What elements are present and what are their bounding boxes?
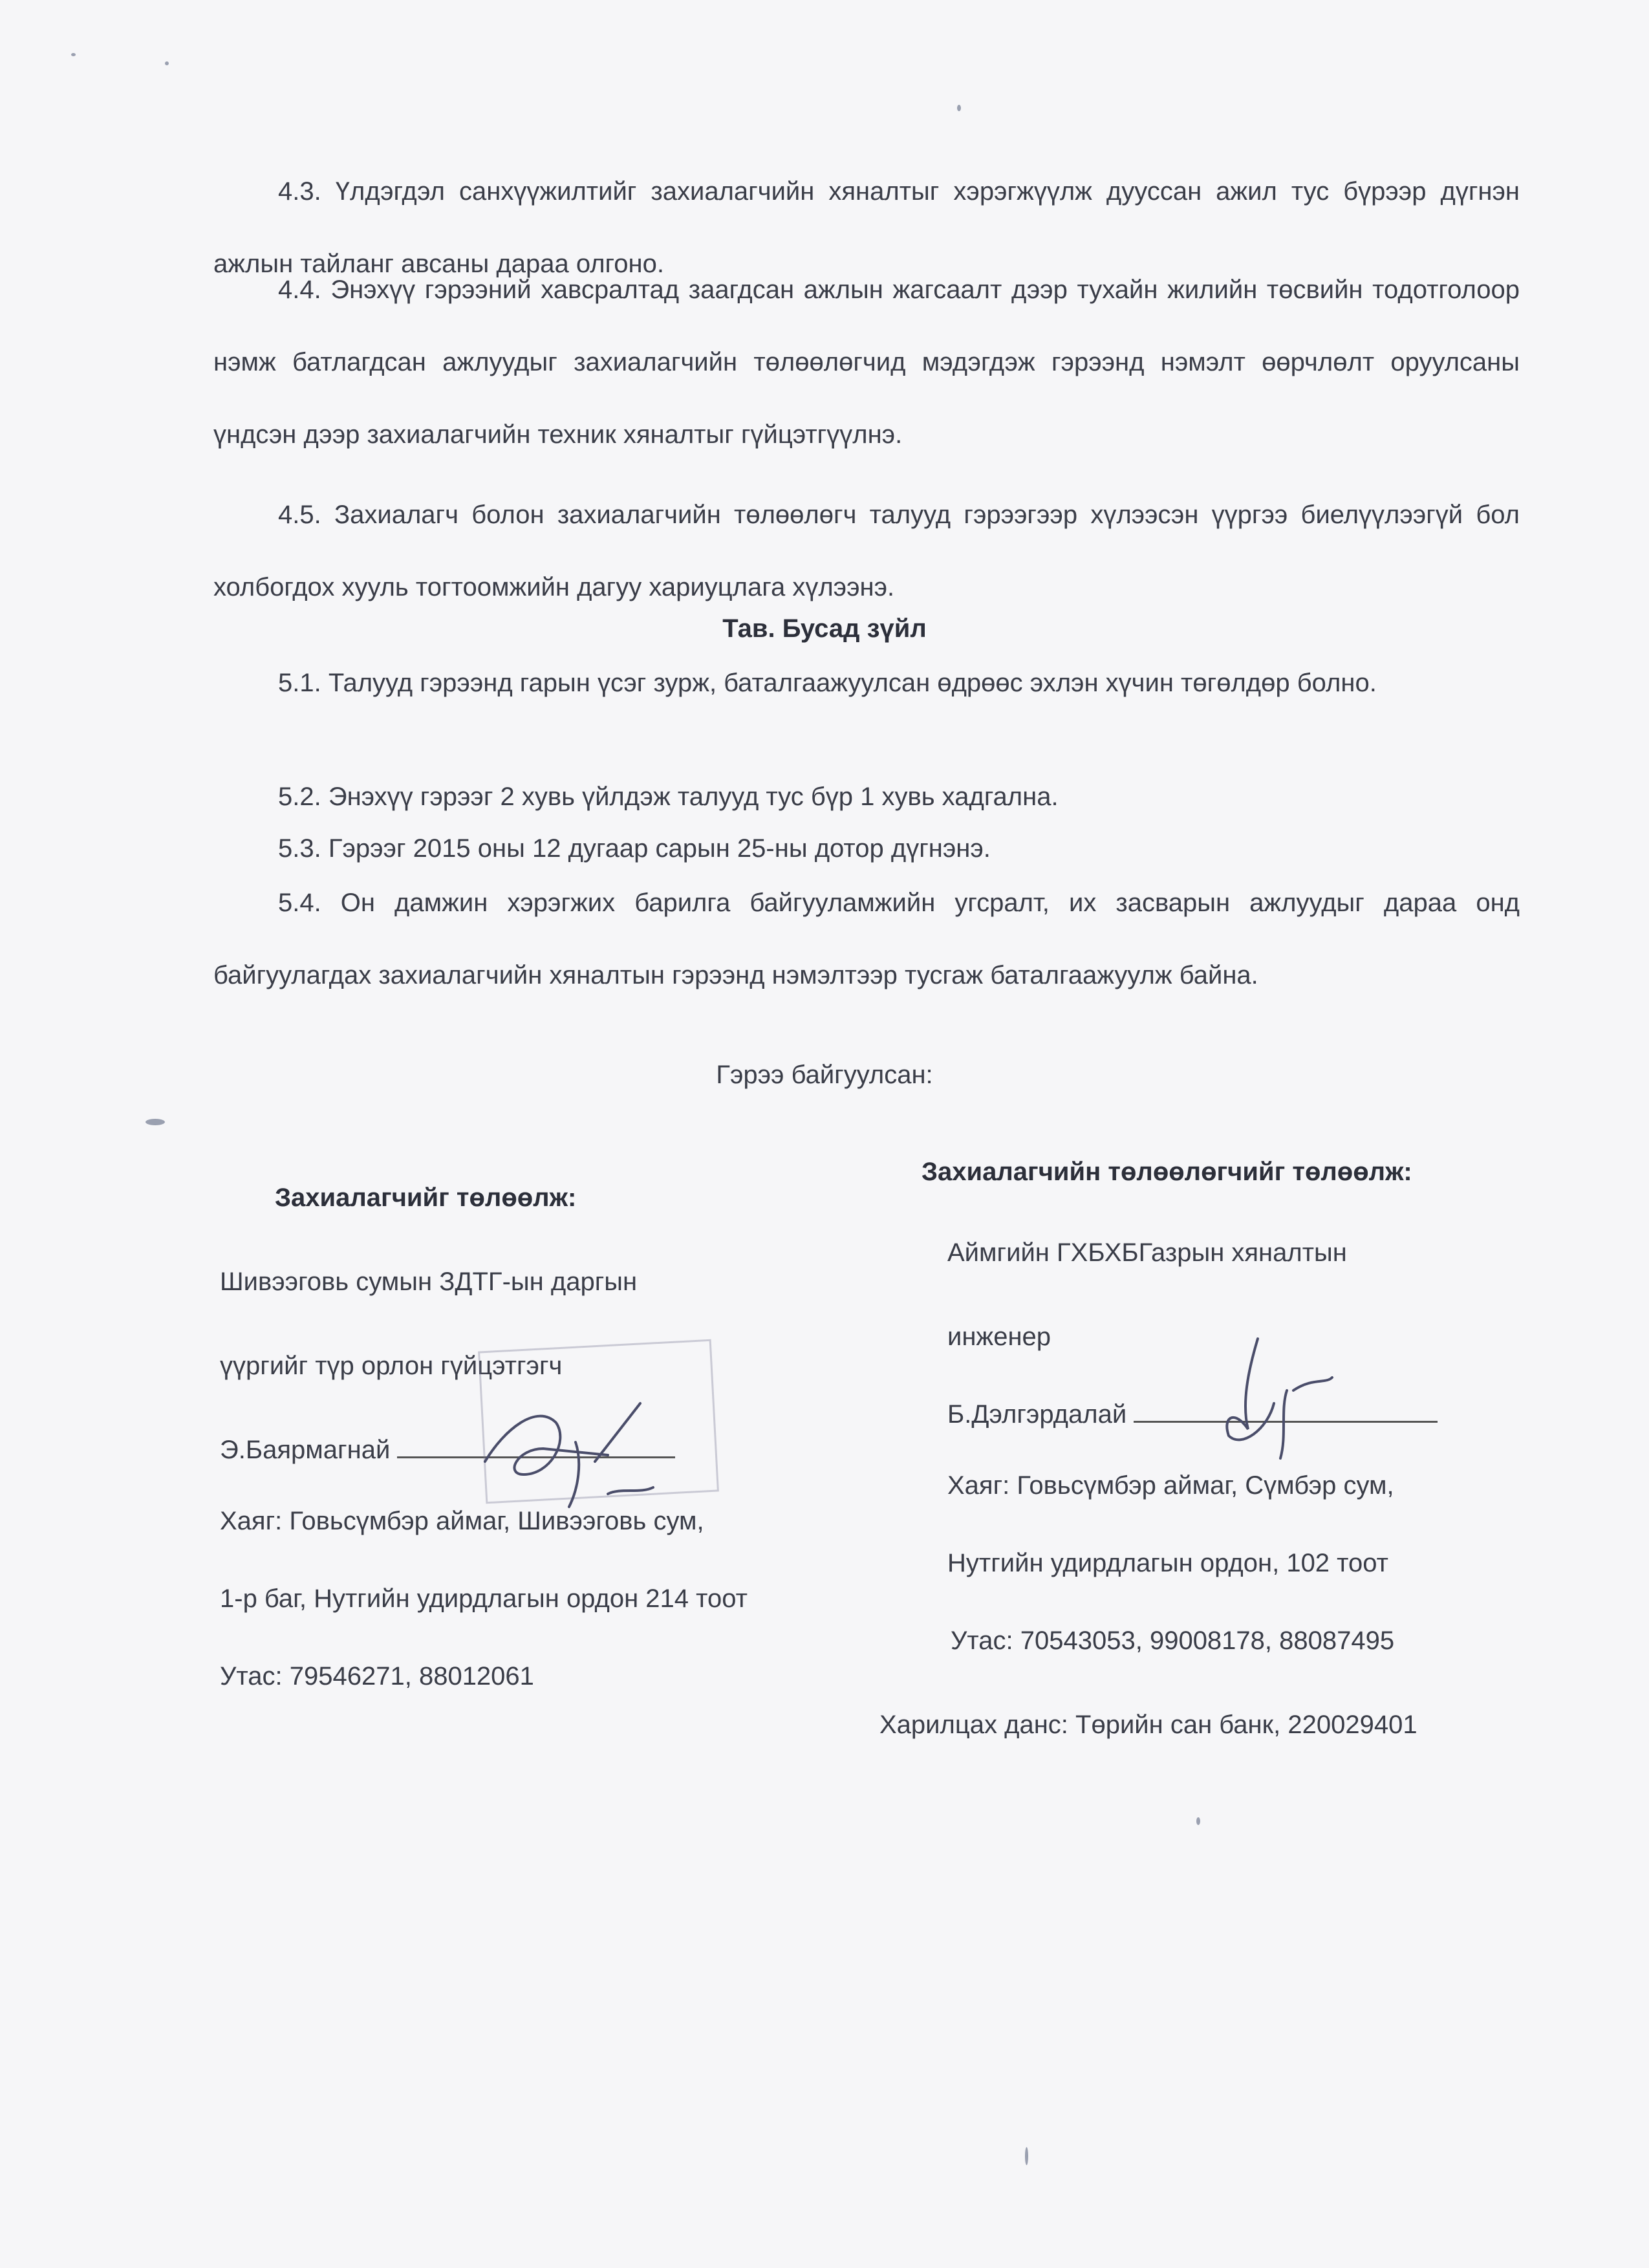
right-party-name: Б.Дэлгэрдалай <box>947 1400 1127 1429</box>
left-party-address-line2: 1-р баг, Нутгийн удирдлагын ордон 214 тоот <box>220 1584 748 1613</box>
right-party-name-line <box>947 1400 1438 1429</box>
scan-speck <box>165 61 169 65</box>
right-party-org-line2: инженер <box>947 1323 1051 1351</box>
scan-speck <box>957 105 961 111</box>
right-party-block <box>879 1158 1591 1772</box>
scan-speck <box>71 53 76 56</box>
left-party-org-line1: Шивээговь сумын ЗДТГ-ын даргын <box>220 1268 638 1296</box>
section-5-heading: Тав. Бусад зүйл <box>722 614 927 643</box>
scan-speck <box>1196 1817 1200 1825</box>
right-signature <box>1196 1332 1358 1462</box>
paragraph-4-5: 4.5. Захиалагч болон захиалагчийн төлөөлөгч талууд гэрээгээр хүлээсэн үүргээ биелүүлээгүй бол холбогдох хууль тогтоомжийн дагуу хариуцлага хүлээнэ. <box>213 501 1520 601</box>
right-party-title: Захиалагчийн төлөөлөгчийг төлөөлж: <box>921 1158 1412 1186</box>
paragraph-5-4: 5.4. Он дамжин хэрэгжих барилга байгууламжийн угсралт, их засварын ажлуудыг дараа онд байгуулагдах захиалагчийн хяналтын гэрээнд нэмэлтээр тусгаж баталгаажуулж байна. <box>213 889 1520 989</box>
right-party-address-line1: Хаяг: Говьсүмбэр аймаг, Сүмбэр сум, <box>947 1471 1394 1500</box>
right-party-address-line2: Нутгийн удирдлагын ордон, 102 тоот <box>947 1549 1388 1577</box>
right-party-phone: Утас: 70543053, 99008178, 88087495 <box>951 1626 1395 1655</box>
paragraph-5-3: 5.3. Гэрээг 2015 оны 12 дугаар сарын 25-ны дотор дүгнэнэ. <box>278 834 991 863</box>
left-party-title: Захиалагчийг төлөөлж: <box>275 1183 577 1212</box>
left-party-name: Э.Баярмагнай <box>220 1436 391 1464</box>
paragraph-4-3: 4.3. Үлдэгдэл санхүүжилтийг захиалагчийн хяналтыг хэрэгжүүлж дууссан ажил тус бүрээр дүгнэн ажлын тайланг авсаны дараа олгоно. <box>213 177 1520 278</box>
right-party-account: Харилцах данс: Төрийн сан банк, 220029401 <box>879 1711 1417 1739</box>
paragraph-5-1: 5.1. Талууд гэрээнд гарын үсэг зурж, баталгаажуулсан өдрөөс эхлэн хүчин төгөлдөр болно. <box>278 669 1377 697</box>
left-signature <box>446 1365 679 1533</box>
paragraph-4-4: 4.4. Энэхүү гэрээний хавсралтад заагдсан ажлын жагсаалт дээр тухайн жилийн төсвийн тодотголоор нэмж батлагдсан ажлуудыг захиалагчийн төлөөлөгчид мэдэгдэж гэрээнд нэмэлт өөрчлөлт оруулсаны үндсэн дээр захиалагчийн техник хяналтыг гүйцэтгүүлнэ. <box>213 275 1520 449</box>
right-party-org-line1: Аймгийн ГХБХБГазрын хяналтын <box>947 1238 1347 1267</box>
scan-speck <box>1025 2147 1028 2165</box>
paragraph-5-2: 5.2. Энэхүү гэрээг 2 хувь үйлдэж талууд тус бүр 1 хувь хадгална. <box>278 783 1059 811</box>
contract-concluded-label: Гэрээ байгуулсан: <box>716 1061 933 1089</box>
scan-speck <box>146 1119 165 1125</box>
left-party-phone: Утас: 79546271, 88012061 <box>220 1662 534 1690</box>
left-party-address-line1: Хаяг: Говьсүмбэр аймаг, Шивээговь сум, <box>220 1507 704 1535</box>
left-party-org-line2: үүргийг түр орлон гүйцэтгэгч <box>220 1352 563 1380</box>
